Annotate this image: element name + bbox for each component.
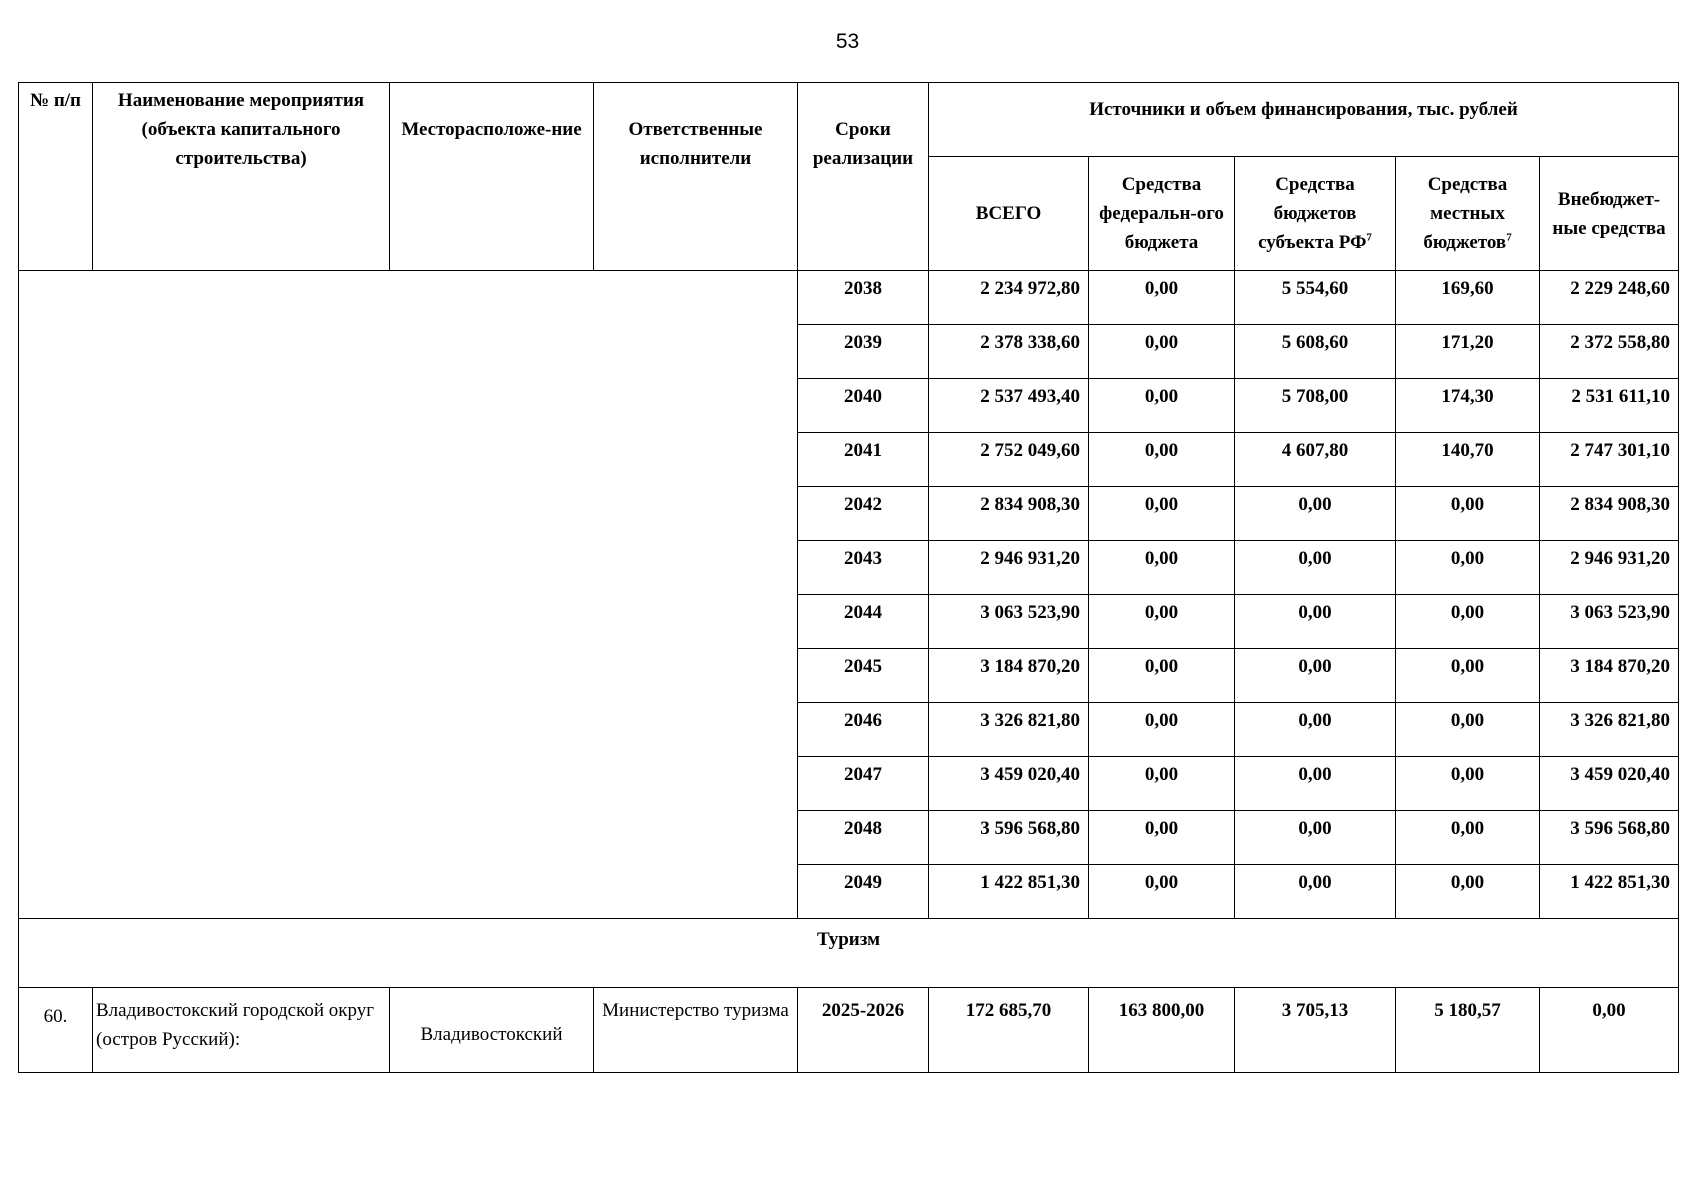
cell-local: 0,00 [1396,757,1540,811]
cell-local: 174,30 [1396,379,1540,433]
cell-extra: 2 229 248,60 [1540,271,1679,325]
item-federal: 163 800,00 [1089,988,1235,1073]
header-sub-regional [1235,157,1396,271]
cell-extra: 2 531 611,10 [1540,379,1679,433]
cell-local: 169,60 [1396,271,1540,325]
cell-federal: 0,00 [1089,325,1235,379]
cell-local: 0,00 [1396,595,1540,649]
cell-federal: 0,00 [1089,379,1235,433]
cell-federal: 0,00 [1089,649,1235,703]
cell-regional: 0,00 [1235,487,1396,541]
cell-year: 2040 [798,379,929,433]
cell-federal: 0,00 [1089,757,1235,811]
cell-total: 3 459 020,40 [929,757,1089,811]
cell-total: 3 063 523,90 [929,595,1089,649]
item-responsible: Министерство туризма [594,988,798,1073]
header-col-responsible: Ответственные исполнители [594,83,798,271]
cell-local: 0,00 [1396,487,1540,541]
item-total: 172 685,70 [929,988,1089,1073]
cell-federal: 0,00 [1089,271,1235,325]
cell-local: 0,00 [1396,865,1540,919]
cell-regional: 0,00 [1235,649,1396,703]
cell-year: 2039 [798,325,929,379]
cell-year: 2042 [798,487,929,541]
header-col-period: Сроки реализации [798,83,929,271]
cell-total: 2 234 972,80 [929,271,1089,325]
cell-regional: 0,00 [1235,811,1396,865]
cell-regional: 5 554,60 [1235,271,1396,325]
cell-regional: 5 708,00 [1235,379,1396,433]
header-col-no: № п/п [19,83,93,271]
cell-total: 2 537 493,40 [929,379,1089,433]
section-title: Туризм [19,919,1679,988]
header-sub-local-label: Средства местных бюджетов [1423,174,1508,253]
cell-year: 2046 [798,703,929,757]
cell-extra: 2 834 908,30 [1540,487,1679,541]
header-sub-federal: Средства федеральн-ого бюджета [1089,157,1235,271]
item-regional: 3 705,13 [1235,988,1396,1073]
cell-federal: 0,00 [1089,595,1235,649]
cell-extra: 2 747 301,10 [1540,433,1679,487]
cell-local: 0,00 [1396,703,1540,757]
cell-regional: 0,00 [1235,595,1396,649]
footnote-mark: 7 [1506,231,1512,244]
header-sub-regional-label: Средства бюджетов субъекта РФ [1258,174,1367,253]
financing-table [18,82,1679,1073]
cell-year: 2045 [798,649,929,703]
cell-local: 140,70 [1396,433,1540,487]
cell-year: 2043 [798,541,929,595]
cell-regional: 4 607,80 [1235,433,1396,487]
header-sub-local [1396,157,1540,271]
cell-local: 0,00 [1396,811,1540,865]
cell-extra: 3 596 568,80 [1540,811,1679,865]
cell-regional: 0,00 [1235,541,1396,595]
cell-extra: 3 063 523,90 [1540,595,1679,649]
cell-total: 2 834 908,30 [929,487,1089,541]
footnote-mark: 7 [1366,231,1372,244]
cell-federal: 0,00 [1089,433,1235,487]
cell-year: 2044 [798,595,929,649]
cell-federal: 0,00 [1089,541,1235,595]
cell-local: 0,00 [1396,649,1540,703]
cell-extra: 2 946 931,20 [1540,541,1679,595]
item-local: 5 180,57 [1396,988,1540,1073]
cell-regional: 5 608,60 [1235,325,1396,379]
cell-extra: 3 326 821,80 [1540,703,1679,757]
cell-year: 2038 [798,271,929,325]
item-name: Владивостокский городской округ (остров Русский): [93,988,390,1073]
cell-extra: 2 372 558,80 [1540,325,1679,379]
header-sub-total: ВСЕГО [929,157,1089,271]
item-row [19,988,1679,1073]
cell-year: 2047 [798,757,929,811]
cell-year: 2041 [798,433,929,487]
cell-federal: 0,00 [1089,811,1235,865]
cell-regional: 0,00 [1235,865,1396,919]
cell-total: 3 184 870,20 [929,649,1089,703]
header-col-sources: Источники и объем финансирования, тыс. рублей [929,83,1679,157]
cell-federal: 0,00 [1089,703,1235,757]
item-period: 2025-2026 [798,988,929,1073]
table-row [19,271,1679,325]
cell-total: 3 326 821,80 [929,703,1089,757]
item-location: Владивостокский [390,988,594,1073]
cell-total: 2 946 931,20 [929,541,1089,595]
header-col-location: Месторасположе-ние [390,83,594,271]
cell-regional: 0,00 [1235,703,1396,757]
blank-merged-cell [19,271,798,919]
cell-total: 2 752 049,60 [929,433,1089,487]
cell-total: 2 378 338,60 [929,325,1089,379]
header-sub-extra: Внебюджет-ные средства [1540,157,1679,271]
cell-regional: 0,00 [1235,757,1396,811]
item-no: 60. [19,988,93,1073]
section-row [19,919,1679,988]
header-col-name: Наименование мероприятия (объекта капитального строительства) [93,83,390,271]
cell-local: 171,20 [1396,325,1540,379]
item-extra: 0,00 [1540,988,1679,1073]
cell-extra: 1 422 851,30 [1540,865,1679,919]
page-number: 53 [835,30,860,53]
cell-year: 2049 [798,865,929,919]
cell-local: 0,00 [1396,541,1540,595]
cell-extra: 3 184 870,20 [1540,649,1679,703]
cell-total: 3 596 568,80 [929,811,1089,865]
cell-federal: 0,00 [1089,865,1235,919]
cell-extra: 3 459 020,40 [1540,757,1679,811]
cell-federal: 0,00 [1089,487,1235,541]
cell-year: 2048 [798,811,929,865]
cell-total: 1 422 851,30 [929,865,1089,919]
